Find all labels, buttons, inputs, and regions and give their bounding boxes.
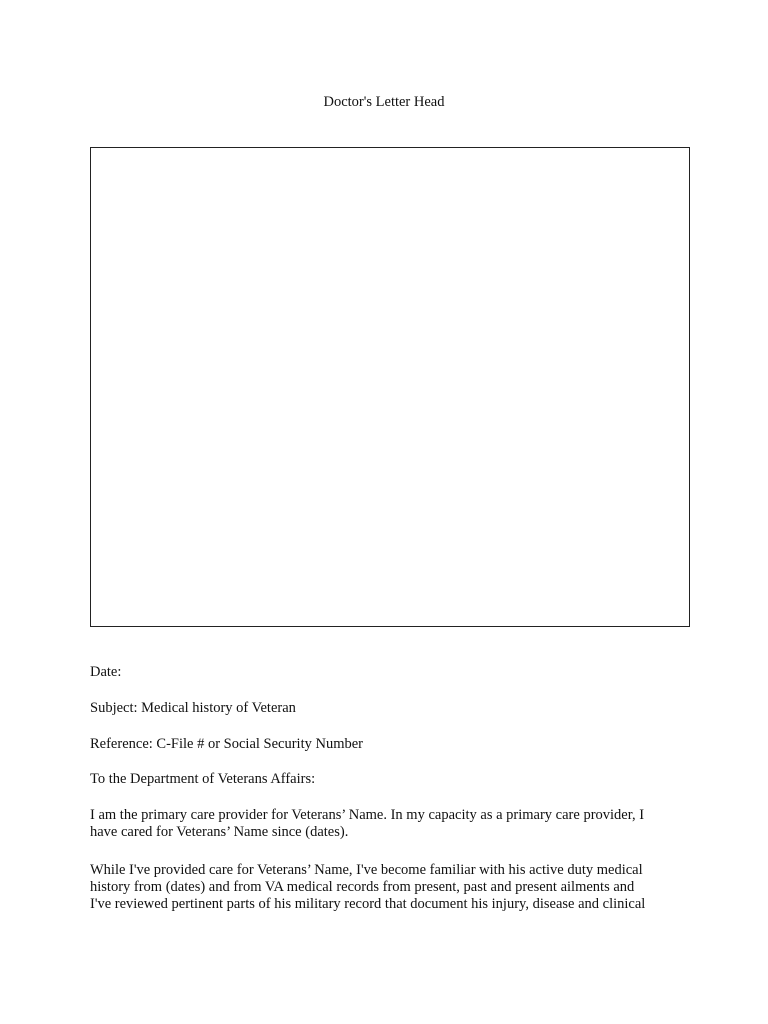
date-line: Date: [90, 664, 122, 680]
letterhead-placeholder-box [90, 147, 690, 627]
paragraph-line: While I've provided care for Veterans’ Name, I've become familiar with his active duty medical [90, 862, 643, 878]
paragraph-medical-history [90, 862, 690, 913]
paragraph-line: I've reviewed pertinent parts of his military record that document his injury, disease and clinical [90, 896, 646, 912]
salutation-line: To the Department of Veterans Affairs: [90, 771, 316, 787]
paragraph-provider-intro [90, 807, 690, 841]
letterhead-title: Doctor's Letter Head [323, 94, 445, 110]
subject-line: Subject: Medical history of Veteran [90, 700, 296, 716]
reference-line: Reference: C-File # or Social Security Number [90, 736, 364, 752]
paragraph-line: have cared for Veterans’ Name since (dates). [90, 824, 349, 840]
paragraph-line: I am the primary care provider for Veterans’ Name. In my capacity as a primary care provider, I [90, 807, 645, 823]
paragraph-line: history from (dates) and from VA medical records from present, past and present ailments and [90, 879, 635, 895]
